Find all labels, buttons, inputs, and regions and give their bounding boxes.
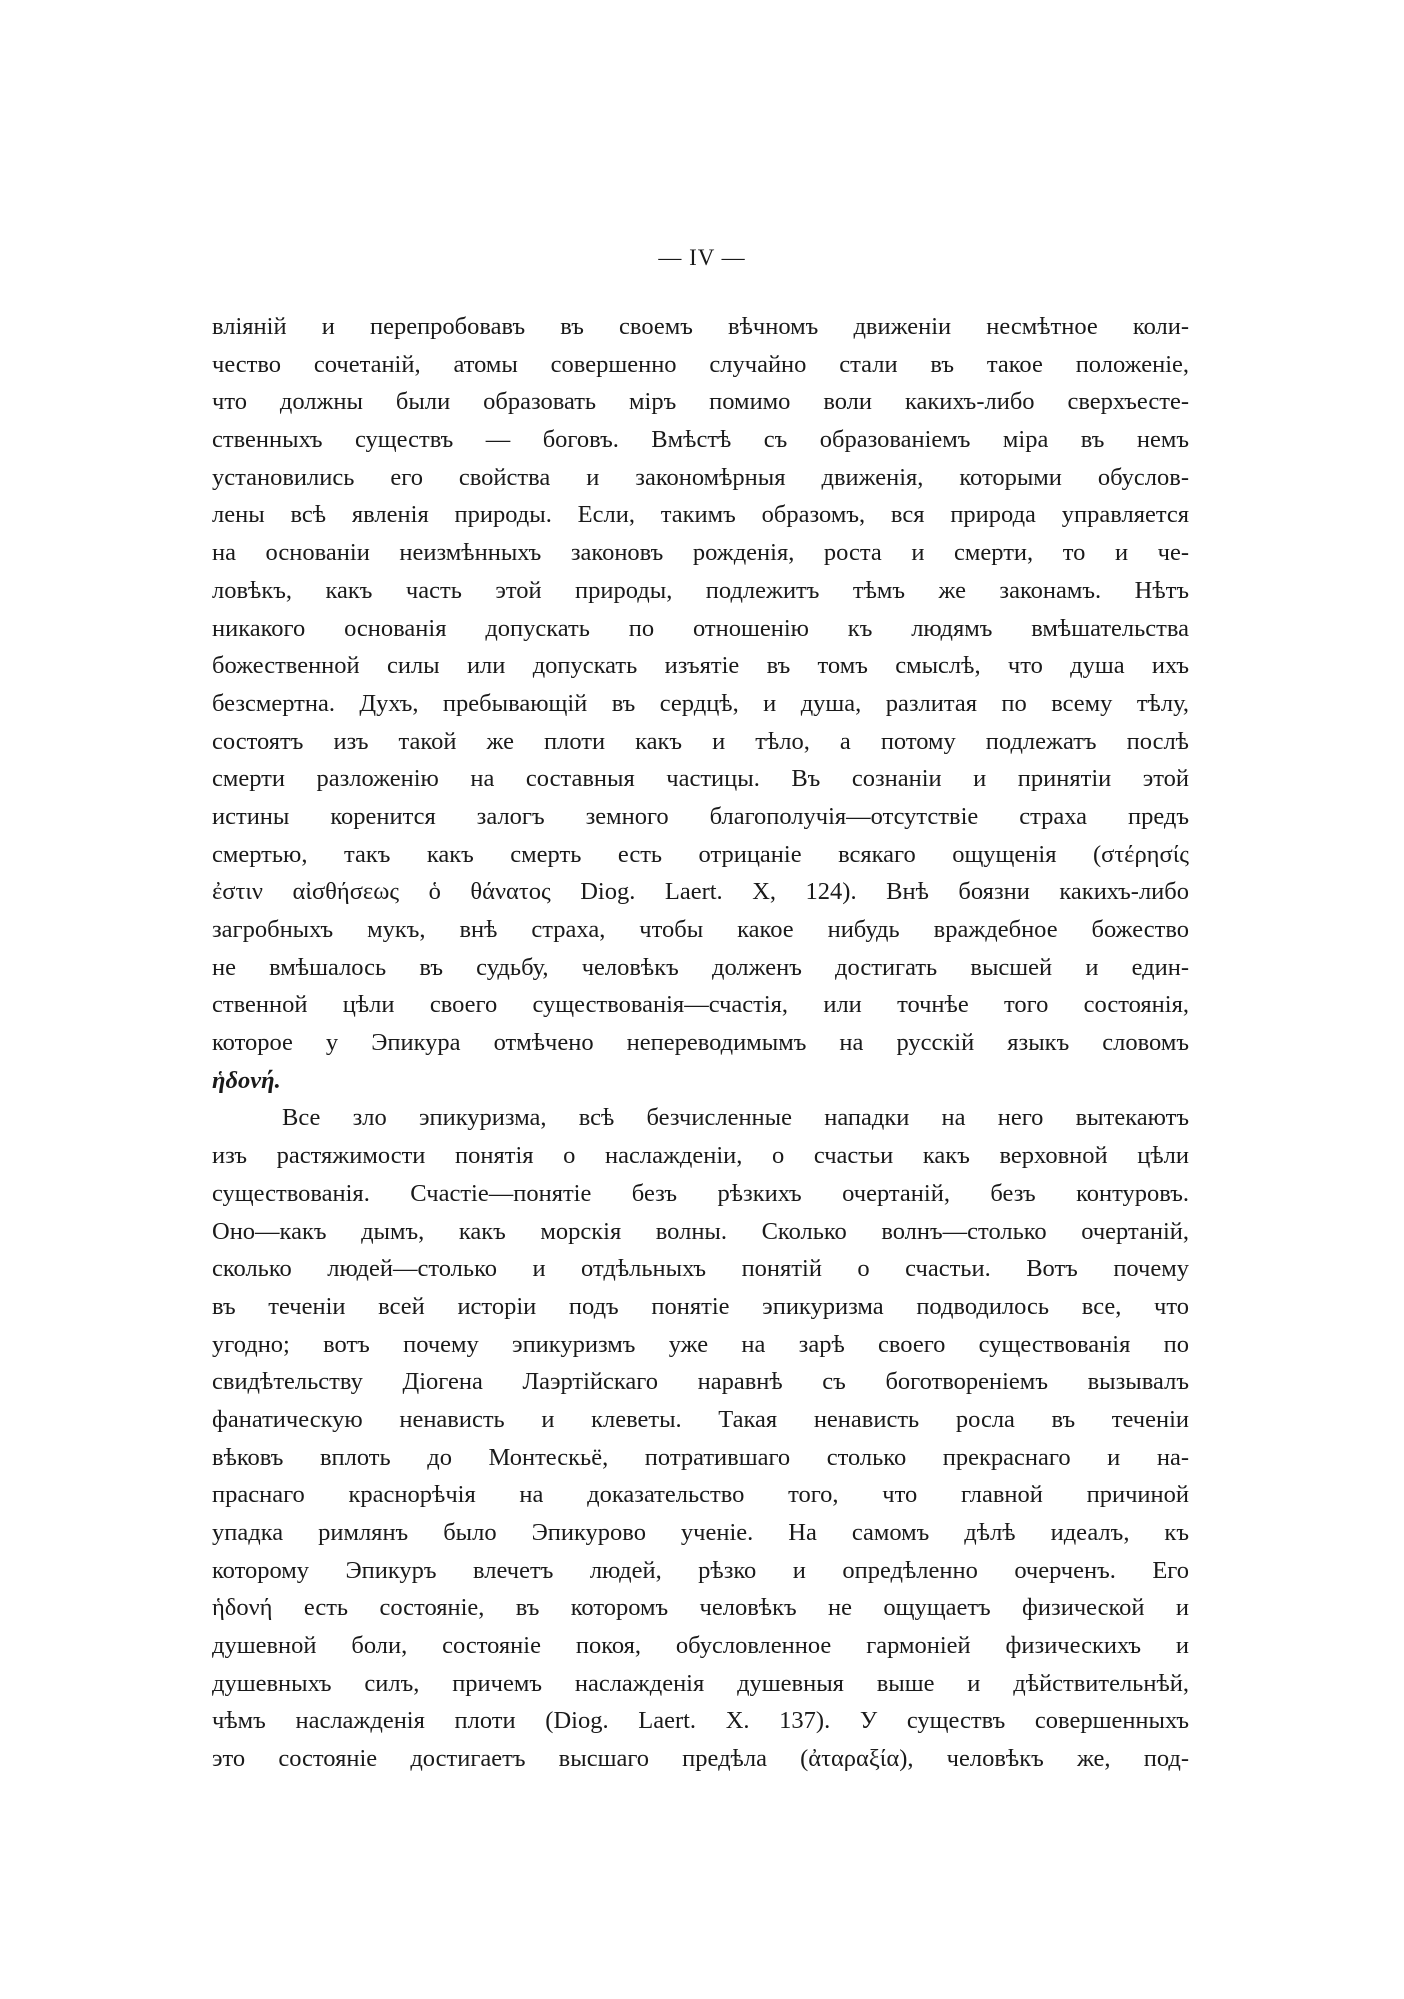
text-line: ственной цѣли своего существованія—счастія, или точнѣе того состоянія, bbox=[212, 991, 1189, 1019]
text-line: лены всѣ явленія природы. Если, такимъ образомъ, вся природа управляется bbox=[212, 501, 1189, 529]
text-line: ἡδονή есть состояніе, въ которомъ человѣкъ не ощущаетъ физической и bbox=[212, 1594, 1189, 1622]
text-line: смерти разложенію на составныя частицы. Въ сознаніи и принятіи этой bbox=[212, 765, 1189, 793]
text-line: ственныхъ существъ — боговъ. Вмѣстѣ съ образованіемъ міра въ немъ bbox=[212, 426, 1189, 454]
text-line: что должны были образовать міръ помимо воли какихъ-либо сверхъесте- bbox=[212, 388, 1189, 416]
text-line: загробныхъ мукъ, внѣ страха, чтобы какое нибудь враждебное божество bbox=[212, 916, 1189, 943]
text-line: чество сочетаній, атомы совершенно случайно стали въ такое положеніе, bbox=[212, 350, 1189, 378]
text-line: изъ растяжимости понятія о наслажденіи, о счастьи какъ верховной цѣли bbox=[212, 1142, 1189, 1170]
text-line: состоятъ изъ такой же плоти какъ и тѣло, а потому подлежатъ послѣ bbox=[212, 727, 1189, 755]
text-line: которому Эпикуръ влечетъ людей, рѣзко и опредѣленно очерченъ. Его bbox=[212, 1556, 1189, 1584]
text-line: вѣковъ вплоть до Монтескьё, потратившаго столько прекраснаго и на- bbox=[212, 1443, 1189, 1471]
text-line: ἐστιν αἰσθήσεως ὁ θάνατος Diog. Laert. X, 124). Внѣ боязни какихъ-либо bbox=[212, 878, 1189, 906]
text-line: свидѣтельству Діогена Лаэртійскаго наравнѣ съ боготвореніемъ вызывалъ bbox=[212, 1368, 1189, 1396]
text-line: ловѣкъ, какъ часть этой природы, подлежитъ тѣмъ же законамъ. Нѣтъ bbox=[212, 576, 1189, 604]
paragraph-end-line: ἡδονή. bbox=[212, 1066, 281, 1094]
text-line: установились его свойства и закономѣрныя движенія, которыми обуслов- bbox=[212, 463, 1189, 491]
text-line: никакого основанія допускать по отношенію къ людямъ вмѣшательства bbox=[212, 614, 1189, 642]
body-text bbox=[212, 308, 1189, 1778]
text-line: фанатическую ненависть и клеветы. Такая ненависть росла въ теченіи bbox=[212, 1405, 1189, 1433]
text-line: вліяній и перепробовавъ въ своемъ вѣчномъ движеніи несмѣтное коли- bbox=[212, 313, 1189, 340]
text-line: въ теченіи всей исторіи подъ понятіе эпикуризма подводилось все, что bbox=[212, 1292, 1189, 1320]
text-line: Оно—какъ дымъ, какъ морскія волны. Сколько волнъ—столько очертаній, bbox=[212, 1217, 1189, 1245]
text-line: не вмѣшалось въ судьбу, человѣкъ долженъ достигать высшей и един- bbox=[212, 953, 1189, 981]
paragraph-start-line: Все зло эпикуризма, всѣ безчисленные нападки на него вытекаютъ bbox=[282, 1104, 1189, 1132]
text-line: это состояніе достигаетъ высшаго предѣла (ἀταραξία), человѣкъ же, под- bbox=[212, 1745, 1189, 1773]
text-line: душевной боли, состояніе покоя, обусловленное гармоніей физическихъ и bbox=[212, 1632, 1189, 1660]
page-number: — IV — bbox=[658, 245, 746, 270]
text-line: праснаго краснорѣчія на доказательство того, что главной причиной bbox=[212, 1481, 1189, 1509]
text-line: чѣмъ наслажденія плоти (Diog. Laert. X. 137). У существъ совершенныхъ bbox=[212, 1707, 1189, 1735]
text-line: существованія. Счастіе—понятіе безъ рѣзкихъ очертаній, безъ контуровъ. bbox=[212, 1179, 1189, 1207]
text-line: безсмертна. Духъ, пребывающій въ сердцѣ, и душа, разлитая по всему тѣлу, bbox=[212, 689, 1189, 717]
text-line: которое у Эпикура отмѣчено непереводимымъ на русскій языкъ словомъ bbox=[212, 1029, 1189, 1057]
text-line: сколько людей—столько и отдѣльныхъ понятій о счастьи. Вотъ почему bbox=[212, 1255, 1189, 1283]
text-line: смертью, такъ какъ смерть есть отрицаніе всякаго ощущенія (στέρησίς bbox=[212, 840, 1189, 868]
text-line: божественной силы или допускать изъятіе въ томъ смыслѣ, что душа ихъ bbox=[212, 652, 1189, 680]
text-line: на основаніи неизмѣнныхъ законовъ рожденія, роста и смерти, то и че- bbox=[212, 539, 1189, 567]
text-line: душевныхъ силъ, причемъ наслажденія душевныя выше и дѣйствительнѣй, bbox=[212, 1669, 1189, 1697]
text-line: упадка римлянъ было Эпикурово ученіе. На самомъ дѣлѣ идеалъ, къ bbox=[212, 1519, 1189, 1546]
text-line: угодно; вотъ почему эпикуризмъ уже на зарѣ своего существованія по bbox=[212, 1330, 1189, 1358]
text-line: истины коренится залогъ земного благополучія—отсутствіе страха предъ bbox=[212, 802, 1189, 830]
